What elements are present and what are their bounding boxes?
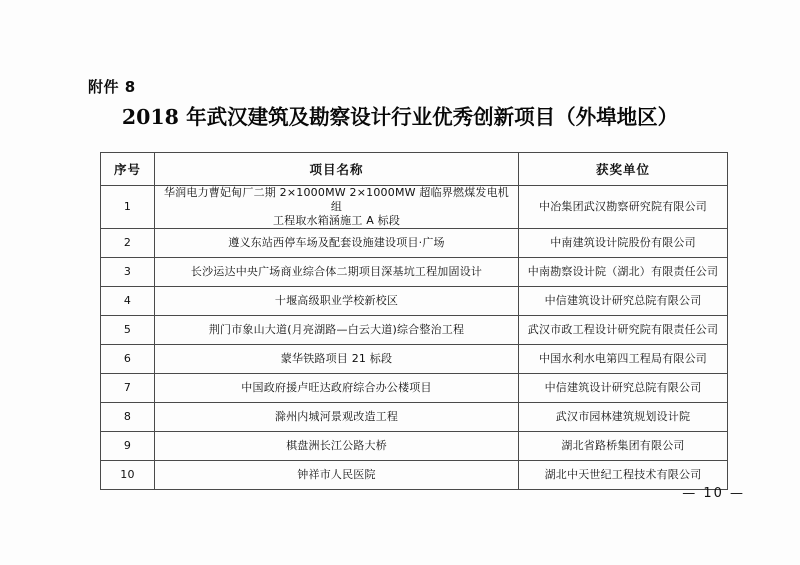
cell-seq: 1 bbox=[101, 186, 155, 229]
cell-seq: 3 bbox=[101, 258, 155, 287]
cell-award-unit: 武汉市园林建筑规划设计院 bbox=[519, 403, 728, 432]
award-table bbox=[100, 152, 728, 490]
cell-project-name bbox=[155, 186, 519, 229]
table-row bbox=[101, 287, 728, 316]
table-row bbox=[101, 258, 728, 287]
table-row bbox=[101, 316, 728, 345]
cell-seq: 5 bbox=[101, 316, 155, 345]
cell-project-name: 荆门市象山大道(月亮湖路—白云大道)综合整治工程 bbox=[155, 316, 519, 345]
cell-seq: 7 bbox=[101, 374, 155, 403]
table-row bbox=[101, 186, 728, 229]
cell-award-unit: 武汉市政工程设计研究院有限责任公司 bbox=[519, 316, 728, 345]
cell-seq: 4 bbox=[101, 287, 155, 316]
cell-seq: 9 bbox=[101, 432, 155, 461]
award-table-container bbox=[100, 152, 719, 490]
column-header-project-name: 项目名称 bbox=[155, 153, 519, 186]
cell-project-name: 蒙华铁路项目 21 标段 bbox=[155, 345, 519, 374]
cell-award-unit: 中国水利水电第四工程局有限公司 bbox=[519, 345, 728, 374]
cell-award-unit: 中南建筑设计院股份有限公司 bbox=[519, 229, 728, 258]
cell-award-unit: 中信建筑设计研究总院有限公司 bbox=[519, 287, 728, 316]
cell-award-unit: 湖北省路桥集团有限公司 bbox=[519, 432, 728, 461]
cell-award-unit: 中信建筑设计研究总院有限公司 bbox=[519, 374, 728, 403]
cell-seq: 2 bbox=[101, 229, 155, 258]
cell-seq: 10 bbox=[101, 461, 155, 490]
table-row bbox=[101, 229, 728, 258]
page-title: 2018 年武汉建筑及勘察设计行业优秀创新项目（外埠地区） bbox=[121, 105, 679, 129]
cell-award-unit: 中冶集团武汉勘察研究院有限公司 bbox=[519, 186, 728, 229]
cell-project-name-line: 工程取水箱涵施工 A 标段 bbox=[272, 214, 401, 227]
cell-seq: 6 bbox=[101, 345, 155, 374]
table-row bbox=[101, 432, 728, 461]
attachment-label: 附件 8 bbox=[88, 78, 136, 96]
page-number: — 10 — bbox=[682, 486, 745, 501]
cell-project-name: 中国政府援卢旺达政府综合办公楼项目 bbox=[155, 374, 519, 403]
table-row bbox=[101, 374, 728, 403]
cell-seq: 8 bbox=[101, 403, 155, 432]
table-header bbox=[101, 153, 728, 186]
cell-project-name: 遵义东站西停车场及配套设施建设项目·广场 bbox=[155, 229, 519, 258]
cell-award-unit: 中南勘察设计院（湖北）有限责任公司 bbox=[519, 258, 728, 287]
cell-award-unit: 湖北中天世纪工程技术有限公司 bbox=[519, 461, 728, 490]
cell-project-name: 长沙运达中央广场商业综合体二期项目深基坑工程加固设计 bbox=[155, 258, 519, 287]
column-header-seq: 序号 bbox=[101, 153, 155, 186]
column-header-award-unit: 获奖单位 bbox=[519, 153, 728, 186]
cell-project-name: 十堰高级职业学校新校区 bbox=[155, 287, 519, 316]
table-row bbox=[101, 403, 728, 432]
cell-project-name: 钟祥市人民医院 bbox=[155, 461, 519, 490]
table-row bbox=[101, 345, 728, 374]
cell-project-name: 棋盘洲长江公路大桥 bbox=[155, 432, 519, 461]
table-header-row bbox=[101, 153, 728, 186]
cell-project-name-line: 华润电力曹妃甸厂二期 2×1000MW 2×1000MW 超临界燃煤发电机组 bbox=[163, 186, 510, 213]
table-body bbox=[101, 186, 728, 490]
cell-project-name: 滁州内城河景观改造工程 bbox=[155, 403, 519, 432]
